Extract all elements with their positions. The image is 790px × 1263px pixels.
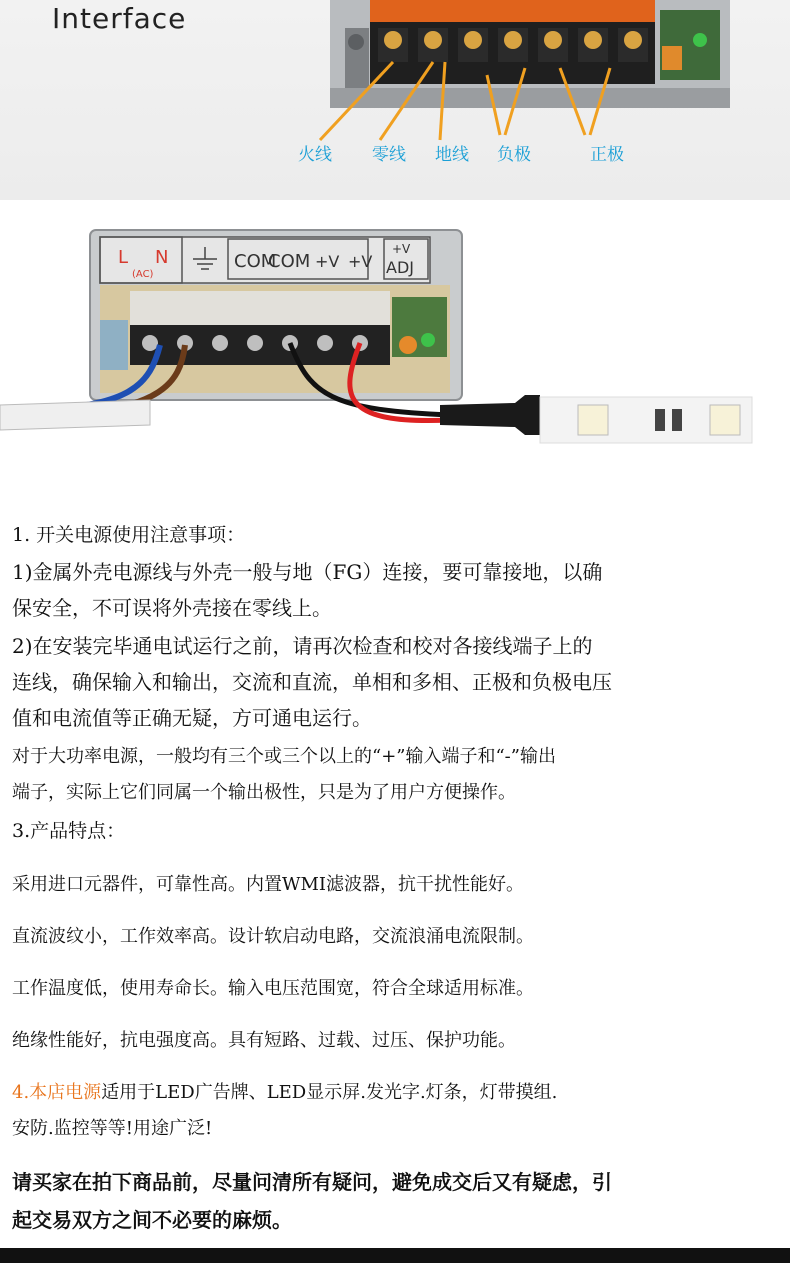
label-l: L [118,247,129,268]
p2-line1: 2)在安装完毕通电试运行之前，请再次检查和校对各接线端子上的 [12,634,593,658]
power-supply-illustration [0,225,790,475]
section4-line2: 安防.监控等等!用途广泛! [12,1118,213,1139]
label-v-2: +V [348,252,373,271]
feature-3: 工作温度低，使用寿命长。输入电压范围宽，符合全球适用标准。 [12,978,534,999]
feature-1: 采用进口元器件，可靠性高。内置WMI滤波器，抗干扰性能好。 [12,874,525,895]
wire-label-positive: 正极 [590,145,624,165]
usage-notes [12,510,782,1240]
p3-line1: 对于大功率电源，一般均有三个或三个以上的“+”输入端子和“-”输出 [12,746,556,767]
feature-2: 直流波纹小，工作效率高。设计软启动电路，交流浪涌电流限制。 [12,926,534,947]
interface-title: Interface [52,2,187,35]
feature-4: 绝缘性能好，抗电强度高。具有短路、过载、过压、保护功能。 [12,1030,516,1051]
p3-line2: 端子，实际上它们同属一个输出极性，只是为了用户方便操作。 [12,782,516,803]
p2-line2: 连线，确保输入和输出，交流和直流，单相和多相、正极和负极电压 [12,670,612,694]
label-adj: ADJ [386,258,414,277]
wire-label-ground: 地线 [435,145,469,165]
label-com-1: COM [234,251,277,272]
p2-line3: 值和电流值等正确无疑，方可通电运行。 [12,706,372,730]
section3-title: 3.产品特点： [12,820,126,842]
wire-label-negative: 负极 [497,145,531,165]
p1-line1: 1)金属外壳电源线与外壳一般与地（FG）连接，要可靠接地，以确 [12,560,603,584]
section4-prefix: 4.本店电源 [12,1082,102,1103]
terminal-block-photo [0,0,790,200]
wire-label-neutral: 零线 [372,145,406,165]
label-n: N [155,247,169,268]
notice-line1: 请买家在拍下商品前，尽量问清所有疑问，避免成交后又有疑虑，引 [12,1170,612,1194]
label-v-adj: +V [392,242,411,256]
wire-label-live: 火线 [298,145,332,165]
section4-line1 [12,1078,557,1104]
label-ac: (AC) [132,269,154,280]
label-v-1: +V [315,252,340,271]
label-com-2: COM [268,251,311,272]
section4-text: 适用于LED广告牌、LED显示屏.发光字.灯条，灯带摸组. [101,1082,558,1103]
notice-line2: 起交易双方之间不必要的麻烦。 [12,1208,292,1232]
p1-line2: 保安全，不可误将外壳接在零线上。 [12,596,332,620]
bottom-bar [0,1248,790,1263]
interface-panel [0,0,790,200]
power-supply-photo [0,225,790,475]
section1-title: 1. 开关电源使用注意事项： [12,524,246,546]
